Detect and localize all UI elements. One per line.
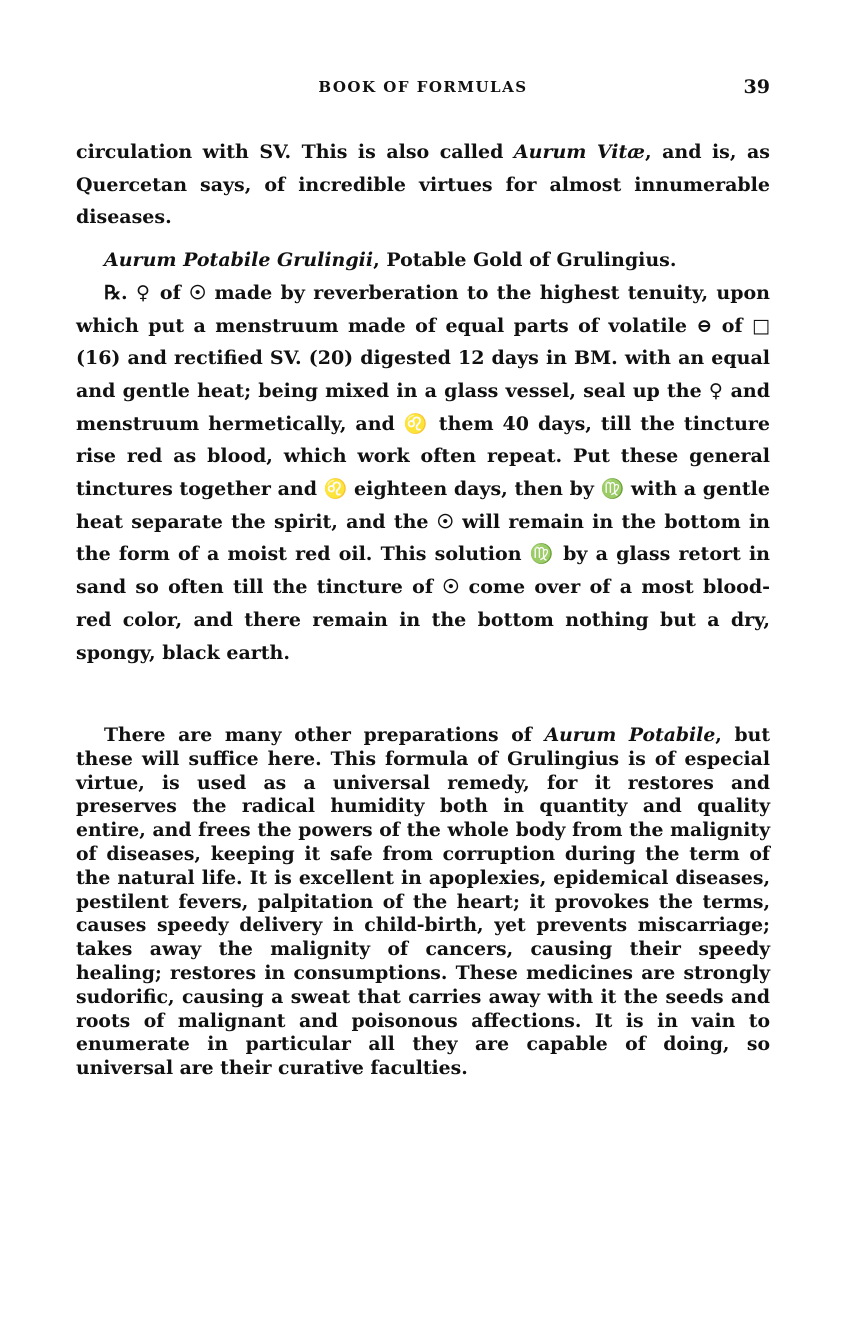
paragraph-text: There are many other preparations of	[104, 724, 545, 746]
italic-term-aurum-vitae: Aurum Vitæ	[513, 141, 645, 163]
formula-name-english: , Potable Gold of Grulingius.	[373, 249, 677, 272]
commentary-paragraph	[76, 724, 770, 1081]
page-number: 39	[743, 76, 770, 98]
paragraph-continuation	[76, 136, 770, 234]
paragraph-text: , but these will suffice here. This formula of Grulingius is of especial virtue, is used as a universal remedy, for it restores and preserves the radical humidity both in quantity and quality entire, and frees the powers of the whole body from the malignity of diseases, keeping it safe from corruption during the term of the natural life. It is excellent in apoplexies, epidemical diseases, pestilent fevers, palpitation of the heart; it provokes the terms, causes speedy delivery in child-birth, yet prevents miscarriage; takes away the malignity of cancers, causing their speedy healing; restores in consumptions. These medicines are strongly sudorific, causing a sweat that carries away with it the seeds and roots of malignant and poisonous affections. It is in vain to enumerate in particular all they are capable of doing, so universal are their curative faculties.	[76, 724, 770, 1080]
formula-section	[76, 136, 770, 669]
commentary-section	[76, 724, 770, 1081]
formula-title	[76, 244, 770, 277]
formula-recipe: ℞. ♀ of ☉ made by reverberation to the highest tenuity, upon which put a menstruum made of equal parts of volatile ⊖ of □ (16) and rectified SV. (20) digested 12 days in BM. with an equal and gentle heat; being mixed in a glass vessel, seal up the ♀ and menstruum hermetically, and ♌ them 40 days, till the tincture rise red as blood, which work often repeat. Put these general tinctures together and ♌ eighteen days, then by ♍ with a gentle heat separate the spirit, and the ☉ will remain in the bottom in the form of a moist red oil. This solution ♍ by a glass retort in sand so often till the tincture of ☉ come over of a most blood-red color, and there remain in the bottom nothing but a dry, spongy, black earth.	[76, 281, 770, 664]
formula-name-italic: Aurum Potabile Grulingii	[104, 249, 374, 272]
running-head: BOOK OF FORMULAS	[318, 78, 528, 96]
paragraph-text: , and is, as Quercetan says, of incredible virtues for almost innumerable diseases.	[76, 141, 770, 229]
italic-term-aurum-potabile: Aurum Potabile	[544, 724, 716, 746]
paragraph-text: circulation with SV. This is also called	[76, 141, 514, 163]
page-header	[76, 76, 770, 102]
paragraph-gap	[76, 234, 770, 244]
